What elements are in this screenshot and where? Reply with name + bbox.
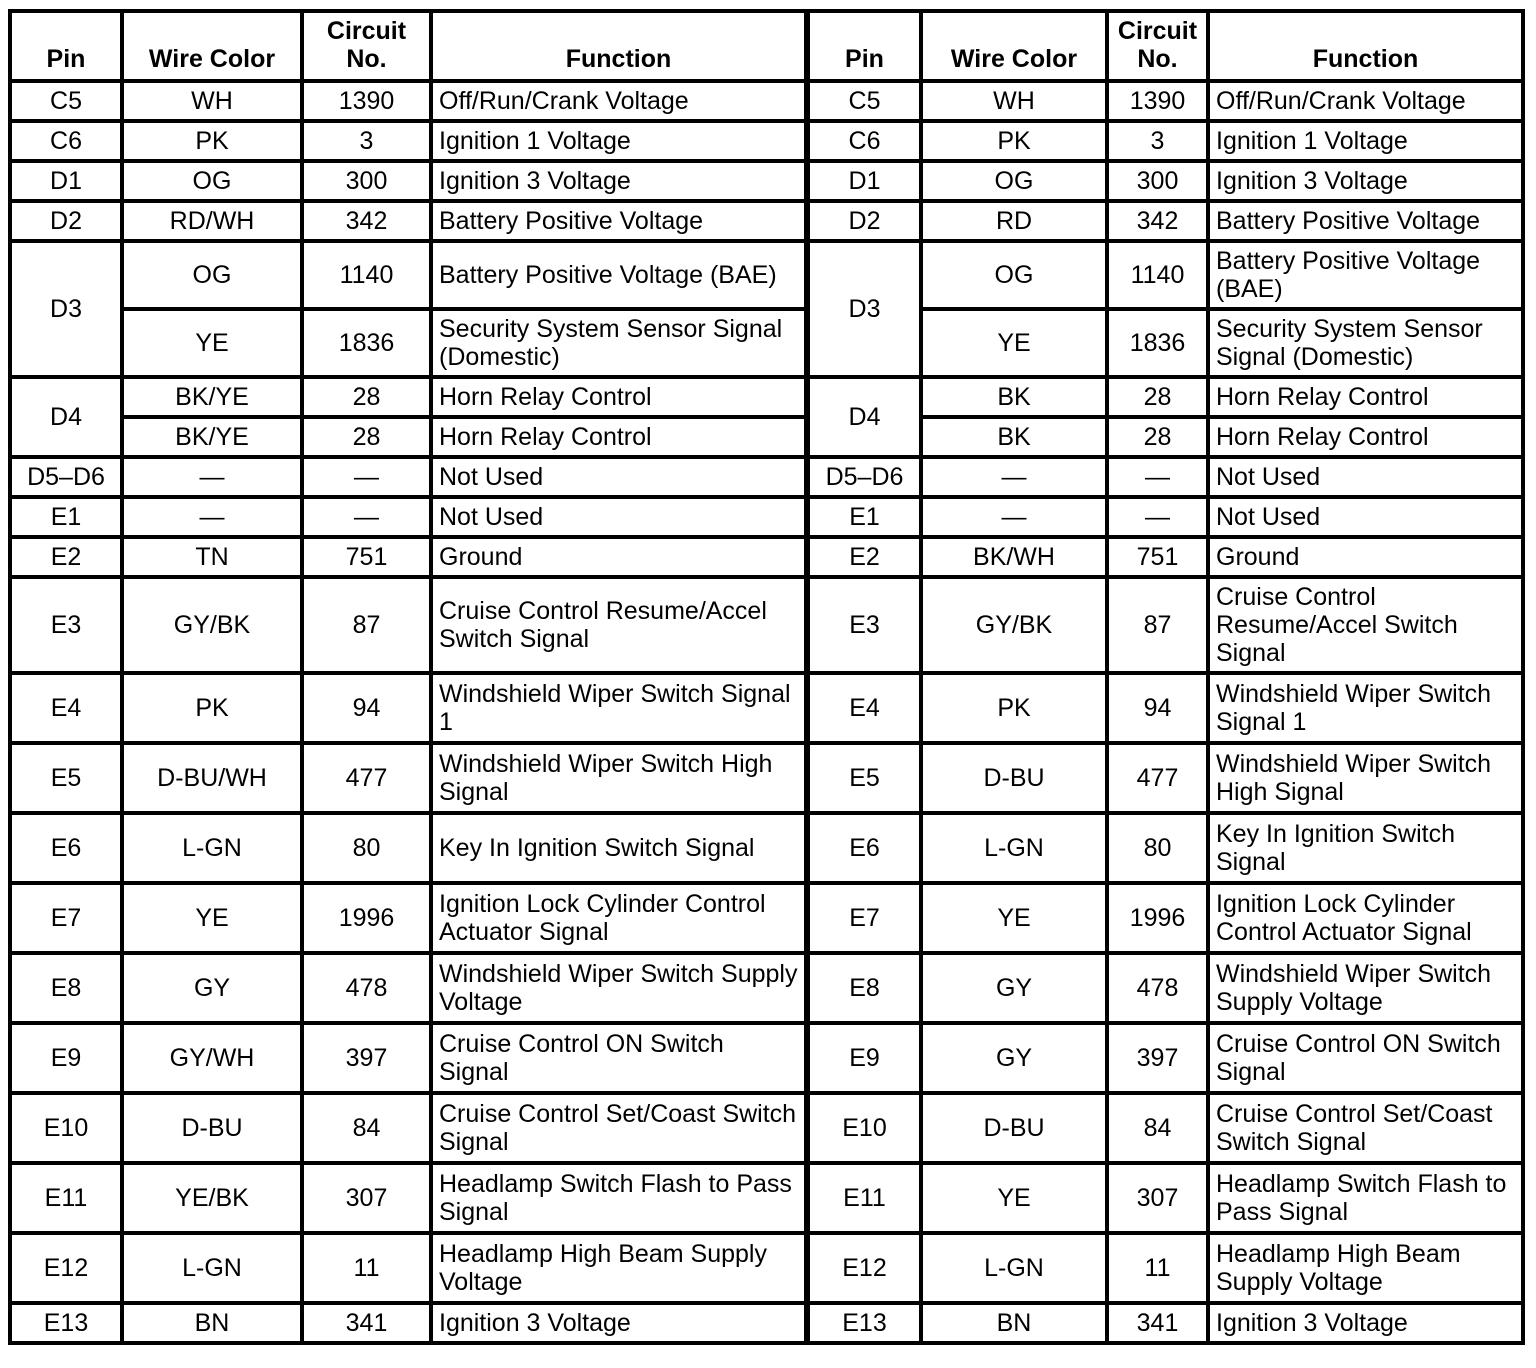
wire-color-cell: BN: [122, 1303, 302, 1343]
pinout-body: [10, 81, 1523, 1343]
wire-color-cell: PK: [921, 673, 1107, 743]
table-row: [10, 457, 1523, 497]
circuit-no-cell: 3: [302, 121, 431, 161]
function-cell: Headlamp Switch Flash to Pass Signal: [1208, 1163, 1523, 1233]
pin-cell: D3: [807, 241, 921, 377]
function-cell: Ignition 3 Voltage: [431, 1303, 807, 1343]
wire-color-cell: OG: [122, 161, 302, 201]
function-cell: Ground: [431, 537, 807, 577]
header-wire-color-left: Wire Color: [122, 11, 302, 81]
pin-cell: E13: [807, 1303, 921, 1343]
pin-cell: C6: [807, 121, 921, 161]
wire-color-cell: OG: [921, 161, 1107, 201]
pin-cell: E11: [10, 1163, 122, 1233]
pin-cell: E5: [807, 743, 921, 813]
header-function-left: Function: [431, 11, 807, 81]
function-cell: Cruise Control Resume/Accel Switch Signal: [431, 577, 807, 673]
function-cell: Ignition Lock Cylinder Control Actuator Signal: [431, 883, 807, 953]
function-cell: Security System Sensor Signal (Domestic): [1208, 309, 1523, 377]
pin-cell: E3: [807, 577, 921, 673]
circuit-no-cell: 478: [1107, 953, 1208, 1023]
function-cell: Ignition 3 Voltage: [431, 161, 807, 201]
table-row: [10, 953, 1523, 1023]
wire-color-cell: YE: [122, 883, 302, 953]
wire-color-cell: BK/YE: [122, 377, 302, 417]
table-row: [10, 497, 1523, 537]
function-cell: Headlamp High Beam Supply Voltage: [431, 1233, 807, 1303]
wire-color-cell: PK: [921, 121, 1107, 161]
header-wire-color-right: Wire Color: [921, 11, 1107, 81]
function-cell: Windshield Wiper Switch Signal 1: [1208, 673, 1523, 743]
table-row: [10, 813, 1523, 883]
pin-cell: E13: [10, 1303, 122, 1343]
table-row: [10, 577, 1523, 673]
circuit-no-cell: 28: [1107, 417, 1208, 457]
wire-color-cell: D-BU/WH: [122, 743, 302, 813]
table-row: [10, 1163, 1523, 1233]
wire-color-cell: L-GN: [122, 1233, 302, 1303]
function-cell: Cruise Control ON Switch Signal: [1208, 1023, 1523, 1093]
circuit-no-cell: 94: [1107, 673, 1208, 743]
wire-color-cell: D-BU: [122, 1093, 302, 1163]
circuit-no-cell: —: [302, 457, 431, 497]
wire-color-cell: BN: [921, 1303, 1107, 1343]
circuit-no-cell: 1836: [302, 309, 431, 377]
wire-color-cell: —: [921, 497, 1107, 537]
function-cell: Horn Relay Control: [431, 377, 807, 417]
table-row: [10, 883, 1523, 953]
table-row: [10, 121, 1523, 161]
circuit-no-cell: 1140: [1107, 241, 1208, 309]
wire-color-cell: L-GN: [921, 1233, 1107, 1303]
circuit-no-cell: —: [302, 497, 431, 537]
function-cell: Battery Positive Voltage: [1208, 201, 1523, 241]
function-cell: Headlamp High Beam Supply Voltage: [1208, 1233, 1523, 1303]
wire-color-cell: RD: [921, 201, 1107, 241]
circuit-no-cell: 28: [302, 417, 431, 457]
pin-cell: E8: [807, 953, 921, 1023]
function-cell: Battery Positive Voltage: [431, 201, 807, 241]
circuit-no-cell: 478: [302, 953, 431, 1023]
wire-color-cell: D-BU: [921, 743, 1107, 813]
pin-cell: D1: [807, 161, 921, 201]
wire-color-cell: YE: [921, 1163, 1107, 1233]
function-cell: Ignition 1 Voltage: [431, 121, 807, 161]
pin-cell: E7: [10, 883, 122, 953]
pin-cell: D2: [10, 201, 122, 241]
wire-color-cell: —: [122, 497, 302, 537]
function-cell: Cruise Control Set/Coast Switch Signal: [1208, 1093, 1523, 1163]
pin-cell: E4: [807, 673, 921, 743]
circuit-no-cell: 307: [302, 1163, 431, 1233]
wire-color-cell: BK/YE: [122, 417, 302, 457]
pin-cell: E1: [807, 497, 921, 537]
circuit-no-cell: 1140: [302, 241, 431, 309]
circuit-no-cell: 341: [1107, 1303, 1208, 1343]
circuit-no-cell: 1390: [302, 81, 431, 121]
function-cell: Horn Relay Control: [1208, 377, 1523, 417]
function-cell: Ignition 3 Voltage: [1208, 161, 1523, 201]
pin-cell: E5: [10, 743, 122, 813]
wire-color-cell: BK: [921, 417, 1107, 457]
pin-cell: D2: [807, 201, 921, 241]
table-row: [10, 1233, 1523, 1303]
wire-color-cell: YE: [921, 883, 1107, 953]
circuit-no-cell: 94: [302, 673, 431, 743]
function-cell: Ignition 1 Voltage: [1208, 121, 1523, 161]
circuit-no-cell: 28: [302, 377, 431, 417]
table-row: [10, 81, 1523, 121]
wire-color-cell: RD/WH: [122, 201, 302, 241]
pin-cell: E6: [10, 813, 122, 883]
function-cell: Windshield Wiper Switch Supply Voltage: [431, 953, 807, 1023]
circuit-no-cell: 397: [1107, 1023, 1208, 1093]
function-cell: Windshield Wiper Switch High Signal: [431, 743, 807, 813]
function-cell: Horn Relay Control: [431, 417, 807, 457]
function-cell: Battery Positive Voltage (BAE): [1208, 241, 1523, 309]
function-cell: Key In Ignition Switch Signal: [1208, 813, 1523, 883]
circuit-no-cell: 751: [302, 537, 431, 577]
function-cell: Battery Positive Voltage (BAE): [431, 241, 807, 309]
table-row: [10, 309, 1523, 377]
circuit-no-cell: 1390: [1107, 81, 1208, 121]
function-cell: Cruise Control Set/Coast Switch Signal: [431, 1093, 807, 1163]
table-row: [10, 743, 1523, 813]
header-circuit-no-left: Circuit No.: [302, 11, 431, 81]
function-cell: Windshield Wiper Switch Signal 1: [431, 673, 807, 743]
header-pin-left: Pin: [10, 11, 122, 81]
function-cell: Key In Ignition Switch Signal: [431, 813, 807, 883]
wire-color-cell: GY: [122, 953, 302, 1023]
circuit-no-cell: 11: [1107, 1233, 1208, 1303]
pin-cell: D1: [10, 161, 122, 201]
pin-cell: E12: [10, 1233, 122, 1303]
header-function-right: Function: [1208, 11, 1523, 81]
wire-color-cell: TN: [122, 537, 302, 577]
table-row: [10, 673, 1523, 743]
function-cell: Off/Run/Crank Voltage: [431, 81, 807, 121]
table-row: [10, 377, 1523, 417]
pin-cell: C5: [807, 81, 921, 121]
table-row: [10, 1023, 1523, 1093]
function-cell: Not Used: [1208, 497, 1523, 537]
pinout-table: [8, 9, 1525, 1345]
pin-cell: E11: [807, 1163, 921, 1233]
circuit-no-cell: 751: [1107, 537, 1208, 577]
circuit-no-cell: 87: [1107, 577, 1208, 673]
header-circuit-no-right: Circuit No.: [1107, 11, 1208, 81]
function-cell: Cruise Control Resume/Accel Switch Signal: [1208, 577, 1523, 673]
pin-cell: D3: [10, 241, 122, 377]
function-cell: Cruise Control ON Switch Signal: [431, 1023, 807, 1093]
function-cell: Windshield Wiper Switch Supply Voltage: [1208, 953, 1523, 1023]
wire-color-cell: PK: [122, 121, 302, 161]
pin-cell: C5: [10, 81, 122, 121]
pin-cell: E4: [10, 673, 122, 743]
wire-color-cell: L-GN: [921, 813, 1107, 883]
header-row: [10, 11, 1523, 81]
table-row: [10, 537, 1523, 577]
wire-color-cell: YE/BK: [122, 1163, 302, 1233]
pin-cell: E7: [807, 883, 921, 953]
wire-color-cell: OG: [122, 241, 302, 309]
wire-color-cell: —: [122, 457, 302, 497]
circuit-no-cell: 342: [302, 201, 431, 241]
function-cell: Horn Relay Control: [1208, 417, 1523, 457]
function-cell: Headlamp Switch Flash to Pass Signal: [431, 1163, 807, 1233]
function-cell: Ground: [1208, 537, 1523, 577]
circuit-no-cell: 1996: [302, 883, 431, 953]
wire-color-cell: BK: [921, 377, 1107, 417]
circuit-no-cell: 84: [1107, 1093, 1208, 1163]
pin-cell: D5–D6: [807, 457, 921, 497]
wire-color-cell: GY/WH: [122, 1023, 302, 1093]
pin-cell: E6: [807, 813, 921, 883]
circuit-no-cell: 300: [302, 161, 431, 201]
circuit-no-cell: 477: [1107, 743, 1208, 813]
pin-cell: D5–D6: [10, 457, 122, 497]
circuit-no-cell: 11: [302, 1233, 431, 1303]
circuit-no-cell: 28: [1107, 377, 1208, 417]
circuit-no-cell: —: [1107, 457, 1208, 497]
pin-cell: E12: [807, 1233, 921, 1303]
pin-cell: E3: [10, 577, 122, 673]
circuit-no-cell: 397: [302, 1023, 431, 1093]
table-row: [10, 241, 1523, 309]
function-cell: Not Used: [1208, 457, 1523, 497]
table-row: [10, 1303, 1523, 1343]
pin-cell: E8: [10, 953, 122, 1023]
pin-cell: E10: [10, 1093, 122, 1163]
wire-color-cell: L-GN: [122, 813, 302, 883]
function-cell: Not Used: [431, 457, 807, 497]
circuit-no-cell: 341: [302, 1303, 431, 1343]
circuit-no-cell: —: [1107, 497, 1208, 537]
pin-cell: E10: [807, 1093, 921, 1163]
function-cell: Ignition Lock Cylinder Control Actuator Signal: [1208, 883, 1523, 953]
pin-cell: E9: [807, 1023, 921, 1093]
circuit-no-cell: 1996: [1107, 883, 1208, 953]
wire-color-cell: PK: [122, 673, 302, 743]
wire-color-cell: GY/BK: [122, 577, 302, 673]
circuit-no-cell: 307: [1107, 1163, 1208, 1233]
wire-color-cell: —: [921, 457, 1107, 497]
wire-color-cell: GY: [921, 1023, 1107, 1093]
wire-color-cell: YE: [122, 309, 302, 377]
table-row: [10, 201, 1523, 241]
circuit-no-cell: 477: [302, 743, 431, 813]
circuit-no-cell: 342: [1107, 201, 1208, 241]
circuit-no-cell: 84: [302, 1093, 431, 1163]
function-cell: Windshield Wiper Switch High Signal: [1208, 743, 1523, 813]
wire-color-cell: OG: [921, 241, 1107, 309]
circuit-no-cell: 87: [302, 577, 431, 673]
pin-cell: D4: [10, 377, 122, 457]
wire-color-cell: D-BU: [921, 1093, 1107, 1163]
wire-color-cell: BK/WH: [921, 537, 1107, 577]
circuit-no-cell: 3: [1107, 121, 1208, 161]
wire-color-cell: YE: [921, 309, 1107, 377]
wire-color-cell: WH: [921, 81, 1107, 121]
table-row: [10, 161, 1523, 201]
pin-cell: C6: [10, 121, 122, 161]
circuit-no-cell: 80: [1107, 813, 1208, 883]
wire-color-cell: WH: [122, 81, 302, 121]
pin-cell: D4: [807, 377, 921, 457]
function-cell: Ignition 3 Voltage: [1208, 1303, 1523, 1343]
pin-cell: E9: [10, 1023, 122, 1093]
wire-color-cell: GY/BK: [921, 577, 1107, 673]
circuit-no-cell: 1836: [1107, 309, 1208, 377]
circuit-no-cell: 80: [302, 813, 431, 883]
table-row: [10, 1093, 1523, 1163]
function-cell: Off/Run/Crank Voltage: [1208, 81, 1523, 121]
circuit-no-cell: 300: [1107, 161, 1208, 201]
pin-cell: E1: [10, 497, 122, 537]
header-pin-right: Pin: [807, 11, 921, 81]
table-row: [10, 417, 1523, 457]
wire-color-cell: GY: [921, 953, 1107, 1023]
function-cell: Security System Sensor Signal (Domestic): [431, 309, 807, 377]
pin-cell: E2: [10, 537, 122, 577]
function-cell: Not Used: [431, 497, 807, 537]
pin-cell: E2: [807, 537, 921, 577]
